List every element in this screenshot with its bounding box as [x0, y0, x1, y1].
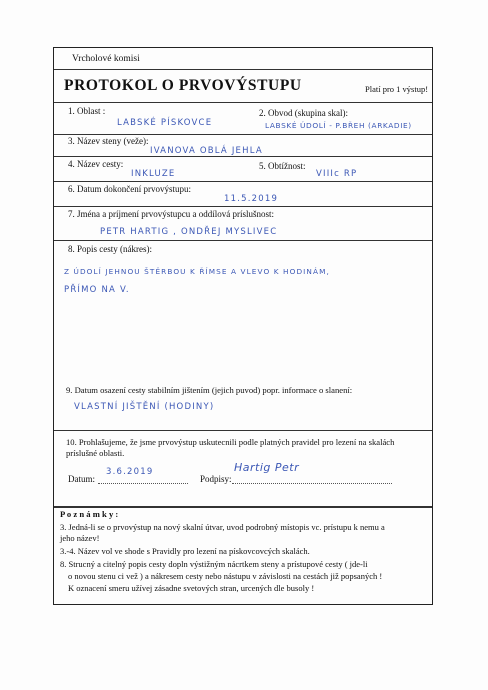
- description-line-1: Z ÚDOLÍ JEHNOU ŠTĚRBOU K ŘÍMSE A VLEVO K HODINÁM,: [64, 267, 330, 276]
- date-value: 3.6.2019: [106, 467, 154, 477]
- note-item: 8. Strucný a citelný popis cesty dopln výstižným nácrtkem steny a prístupové cesty ( jde-li: [60, 559, 368, 569]
- divider: [54, 102, 432, 103]
- signature-value: Hartig Petr: [234, 461, 300, 474]
- note-item: 3.-4. Název vol ve shode s Pravidly pro lezení na pískovcovcých skalách.: [60, 546, 310, 556]
- form-title: PROTOKOL O PRVOVÝSTUPU: [64, 77, 302, 94]
- signature-line: [232, 483, 392, 484]
- divider: [54, 134, 432, 135]
- route-value: INKLUZE: [131, 169, 176, 179]
- committee-label: Vrcholové komisi: [72, 54, 140, 64]
- protection-value: VLASTNÍ JIŠTĚNÍ (HODINY): [74, 402, 215, 412]
- declaration-line-2: príslušné oblasti.: [66, 448, 125, 458]
- divider: [54, 430, 432, 431]
- divider: [54, 240, 432, 241]
- wall-value: IVANOVA OBLÁ JEHLA: [150, 146, 263, 156]
- grade-label: 5. Obtížnost:: [259, 161, 306, 171]
- note-item: K oznacení smeru užívej zásadne svetových stran, urcených dle busoly !: [68, 583, 315, 593]
- protection-label: 9. Datum osazení cesty stabilním jištením (jejich puvod) popr. informace o slanení:: [66, 385, 353, 395]
- date-done-value: 11.5.2019: [224, 194, 279, 204]
- divider: [54, 506, 432, 508]
- area-value: LABSKÉ PÍSKOVCE: [117, 118, 213, 128]
- date-label: Datum:: [68, 474, 95, 484]
- note-item: o novou stenu ci vež ) a nákresem cesty nebo nástupu v závislosti na cestách již popsaných !: [68, 571, 383, 581]
- date-line: [98, 483, 188, 484]
- wall-label: 3. Název steny (veže):: [68, 136, 149, 146]
- names-label: 7. Jména a príjmení prvovýstupcu a oddílová príslušnost:: [68, 209, 274, 219]
- description-label: 8. Popis cesty (nákres):: [68, 244, 152, 254]
- date-done-label: 6. Datum dokončení prvovýstupu:: [68, 184, 191, 194]
- divider: [54, 181, 432, 182]
- district-value: LABSKÉ ÚDOLÍ - P.BŘEH (ARKADIE): [265, 121, 412, 130]
- note-item: jeho název!: [60, 533, 100, 543]
- divider: [54, 156, 432, 157]
- note-item: 3. Jedná-li se o prvovýstup na nový skalní útvar, uvod podrobný místopis vc. prístupu k nemu a: [60, 522, 385, 532]
- validity-note: Platí pro 1 výstup!: [365, 84, 429, 94]
- declaration-line-1: 10. Prohlašujeme, že jsme prvovýstup uskutecnili podle platných pravidel pro lezení na skalách: [66, 437, 395, 447]
- divider: [54, 69, 432, 70]
- grade-value: VIIIc RP: [316, 169, 358, 179]
- notes-heading: P o z n á m k y :: [60, 509, 119, 519]
- area-label: 1. Oblast :: [68, 106, 106, 116]
- signature-label: Podpisy:: [200, 474, 232, 484]
- district-label: 2. Obvod (skupina skal):: [259, 108, 348, 118]
- names-value: PETR HARTIG , ONDŘEJ MYSLIVEC: [100, 227, 278, 237]
- route-label: 4. Název cesty:: [68, 159, 124, 169]
- protocol-form: [53, 47, 433, 605]
- divider: [54, 206, 432, 207]
- description-line-2: PŘÍMO NA V.: [64, 285, 130, 295]
